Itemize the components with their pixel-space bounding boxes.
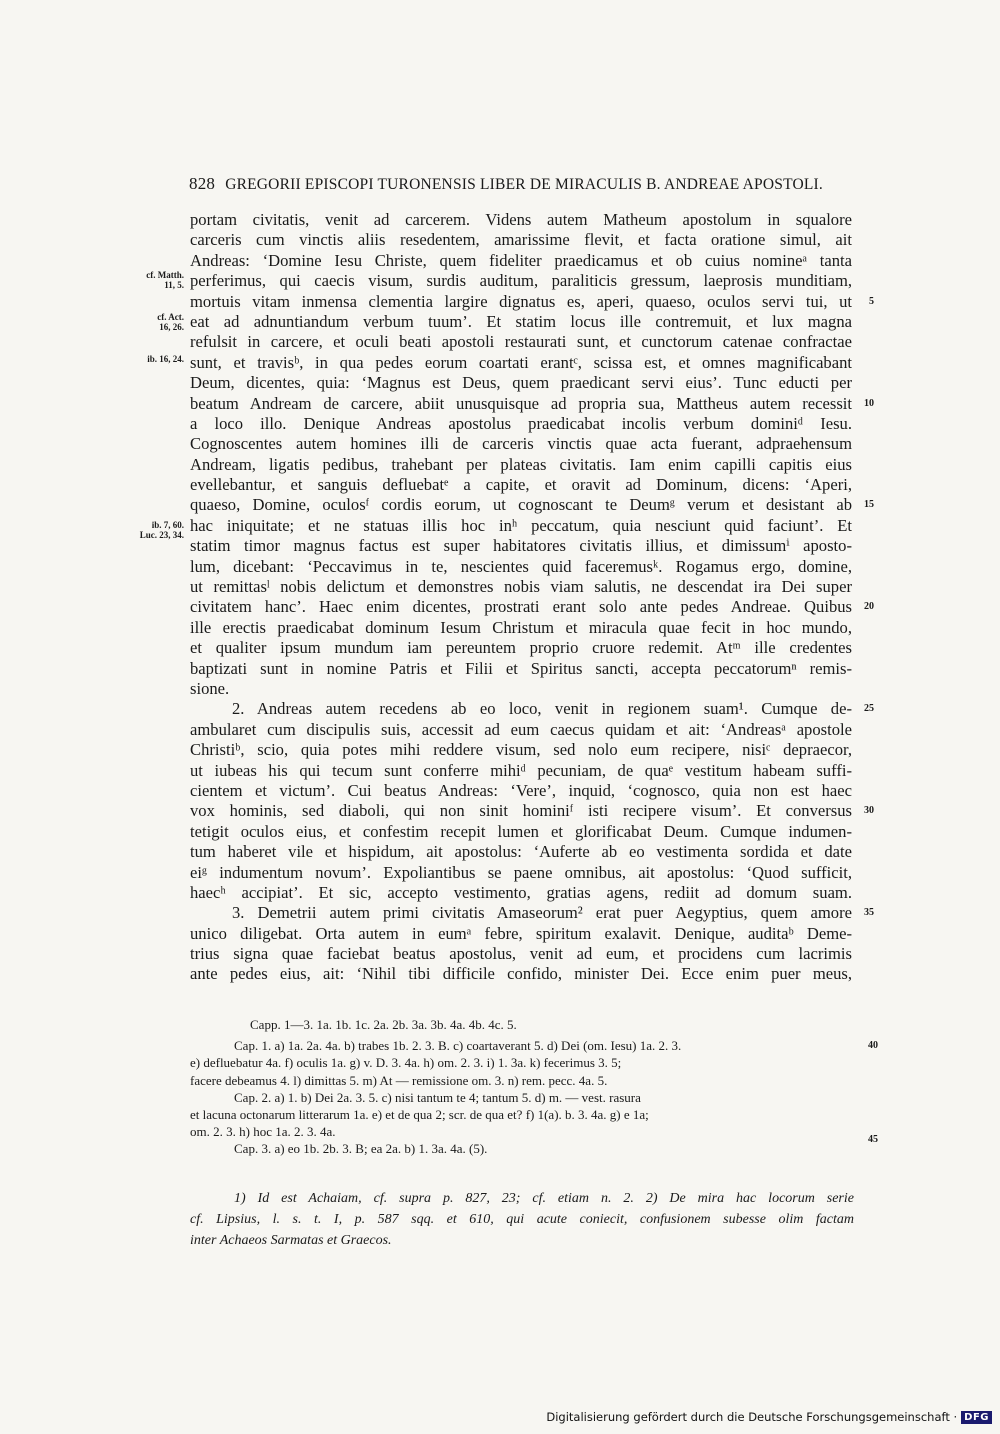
text-line-content: lum, dicebant: ‘Peccavimus in te, nescientes quid faceremusᵏ. Rogamus ergo, domine, — [190, 556, 852, 576]
text-line — [190, 944, 852, 964]
text-line — [190, 475, 852, 495]
text-line-content: hac iniquitate; et ne statuas illis hoc inʰ peccatum, quia nesciunt quid faciunt’. Et — [190, 515, 852, 535]
text-line-content: ille erectis praedicabat dominum Iesum Christum et miracula quae fecit in hoc mundo, — [190, 617, 852, 637]
text-line — [190, 863, 852, 883]
text-line — [190, 455, 852, 475]
text-line-content: cientem et victum’. Cui beatus Andreas: ‘Vere’, inquid, ‘cognosco, quia non est haec — [190, 780, 852, 800]
credit-text: Digitalisierung gefördert durch die Deutsche Forschungsgemeinschaft · — [546, 1410, 958, 1424]
running-title: GREGORII EPISCOPI TURONENSIS LIBER DE MIRACULIS B. ANDREAE APOSTOLI. — [225, 176, 823, 193]
line-number: 20 — [864, 601, 874, 613]
main-text — [190, 210, 874, 985]
text-line-content: Cognoscentes autem homines illi de carceris vinctis quae acta fuerant, adpraehensum — [190, 434, 852, 454]
apparatus-text: e) defluebatur 4a. f) oculis 1a. g) v. D. 3. 4a. h) om. 2. 3. i) 1. 3a. k) fecerimus 3. 5; — [190, 1055, 622, 1071]
text-line — [190, 842, 852, 862]
text-line — [190, 516, 852, 536]
text-line — [190, 699, 874, 719]
text-line — [190, 679, 852, 699]
text-line-content: carceris cum vinctis aliis resedentem, amarissime flevit, et facta oratione simul, ait — [190, 230, 852, 250]
margin-note: ib. 7, 60. Luc. 23, 34. — [139, 520, 184, 540]
apparatus-line: Cap. 2. a) 1. b) Dei 2a. 3. 5. c) nisi tantum te 4; tantum 5. d) m. — vest. rasura — [234, 1089, 641, 1105]
line-number: 40 — [868, 1040, 878, 1052]
running-header — [189, 174, 859, 194]
text-line — [190, 210, 852, 230]
apparatus-line: et lacuna octonarum litterarum 1a. e) et de qua 2; scr. de qua et? f) 1(a). b. 3. 4a. g) e 1a; — [190, 1106, 649, 1122]
apparatus-heading: Capp. 1—3. 1a. 1b. 1c. 2a. 2b. 3a. 3b. 4a. 4b. 4c. 5. — [250, 1017, 517, 1032]
text-line-content: Christiᵇ, scio, quia potes mihi reddere visum, sed nolo eum recipere, nisiᶜ depraecor, — [190, 740, 852, 760]
margin-note: cf. Act. 16, 26. — [157, 312, 184, 332]
page-number: 828 — [189, 174, 216, 193]
text-line — [190, 761, 852, 781]
text-line — [190, 557, 852, 577]
text-line — [190, 781, 852, 801]
text-line — [190, 353, 852, 373]
text-line — [190, 659, 852, 679]
text-line-content: et qualiter ipsum mundum iam pereuntem proprio cruore redemit. Atᵐ ille credentes — [190, 638, 852, 658]
text-line-content: mortuis vitam inmensa clementia largire dignatus es, aperi, quaeso, oculos servi tui, ut — [190, 291, 852, 311]
text-line — [190, 271, 852, 291]
text-line-content: sione. — [190, 678, 230, 698]
text-line-content: refulsit in carcere, et oculi beati apostoli restaurati sunt, et cunctorum catenae confractae — [190, 332, 852, 352]
digitization-credit — [546, 1410, 992, 1424]
text-line-content: tum haberet vile et hispidum, ait apostolus: ‘Auferte ab eo vestimenta sordida et date — [190, 842, 852, 862]
text-line-content: a loco illo. Denique Andreas apostolus praedicabat incolis verbum dominiᵈ Iesu. — [190, 413, 852, 433]
margin-note: ib. 16, 24. — [147, 354, 184, 364]
text-line — [190, 924, 852, 944]
text-line-content: beatum Andream de carcere, abiit unusquisque ad propria sua, Mattheus autem recessit — [190, 393, 852, 413]
text-line — [190, 638, 852, 658]
text-line — [190, 720, 852, 740]
text-line-content: quaeso, Domine, oculosᶠ cordis eorum, ut cognoscant te Deumᵍ verum et desistant ab — [190, 495, 852, 515]
text-line — [190, 434, 852, 454]
line-number: 15 — [864, 499, 874, 511]
text-line-content: sunt, et travisᵇ, in qua pedes eorum coartati erantᶜ, scissa est, et omnes magnificabant — [190, 352, 852, 372]
text-line-content: 3. Demetrii autem primi civitatis Amaseorum² erat puer Aegyptius, quem amore — [232, 903, 852, 923]
text-line-content: 2. Andreas autem recedens ab eo loco, venit in regionem suam¹. Cumque de- — [232, 699, 852, 719]
text-line-content: vox hominis, sed diaboli, qui non sinit hominiᶠ isti recipere visum’. Et conversus — [190, 801, 852, 821]
text-line — [190, 801, 874, 821]
text-line-content: eat ad adnuntiandum verbum tuum’. Et statim locus ille contremuit, et lux magna — [190, 311, 852, 331]
text-line-content: haecʰ accipiat’. Et sic, accepto vestimento, gratias agens, rediit ad domum suam. — [190, 882, 852, 902]
line-number: 35 — [864, 907, 874, 919]
text-line — [190, 618, 852, 638]
text-line-content: unico diligebat. Orta autem in eumᵃ febre, spiritum exalavit. Denique, auditaᵇ Deme- — [190, 923, 852, 943]
text-line-content: ambularet cum discipulis suis, accessit ad eum caecus quidam et ait: ‘Andreasᵃ apostole — [190, 719, 852, 739]
footnotes — [190, 1188, 854, 1251]
text-line-content: tetigit oculos eius, et confestim recepit lumen et glorificabat Deum. Cumque indumen- — [190, 821, 852, 841]
footnote-line: 1) Id est Achaiam, cf. supra p. 827, 23; cf. etiam n. 2. 2) De mira hac locorum serie — [234, 1191, 854, 1206]
text-line-content: Andream, ligatis pedibus, trahebant per plateas civitatis. Iam enim capilli capitis eius — [190, 454, 852, 474]
apparatus-line: facere debeamus 4. l) dimittas 5. m) At — remissione om. 3. n) rem. pecc. 4a. 5. — [190, 1072, 608, 1088]
line-number: 25 — [864, 703, 874, 715]
apparatus-text: om. 2. 3. h) hoc 1a. 2. 3. 4a. — [190, 1124, 336, 1140]
text-line — [190, 251, 852, 271]
text-line — [190, 312, 852, 332]
text-line-content: ut iubeas his qui tecum sunt conferre mihiᵈ pecuniam, de quaᵉ vestitum habeam suffi- — [190, 760, 852, 780]
text-line — [190, 230, 852, 250]
text-line — [190, 373, 852, 393]
text-line-content: Andreas: ‘Domine Iesu Christe, quem fideliter praedicamus et ob cuius nomineᵃ tanta — [190, 250, 852, 270]
text-line-content: portam civitatis, venit ad carcerem. Videns autem Matheum apostolum in squalore — [190, 210, 852, 229]
text-line — [190, 964, 852, 984]
text-line — [190, 597, 874, 617]
margin-note: cf. Matth. 11, 5. — [146, 270, 184, 290]
text-line — [190, 740, 852, 760]
line-number: 10 — [864, 397, 874, 409]
text-line — [190, 291, 874, 312]
text-line — [190, 883, 852, 903]
text-line-content: trius signa quae faciebat beatus apostolus, venit ad eum, et procidens cum lacrimis — [190, 944, 852, 964]
text-line-content: ut remittasˡ nobis delictum et demonstres nobis viam salutis, ne descendat ira Dei super — [190, 577, 852, 597]
text-line-content: civitatem hanc’. Haec enim dicentes, prostrati erant solo ante pedes Andreae. Quibus — [190, 597, 852, 617]
text-line — [190, 536, 852, 556]
apparatus-line: Cap. 1. a) 1a. 2a. 4a. b) trabes 1b. 2. 3. B. c) coartaverant 5. d) Dei (om. Iesu) 1a. 2. 3. — [234, 1038, 682, 1054]
text-line-content: statim timor magnus factus est super habitatores civitatis illius, et dimissumⁱ aposto- — [190, 536, 852, 556]
apparatus-line — [190, 1123, 878, 1146]
text-line-content: eiᵍ indumentum novum’. Expoliantibus se paene omnibus, ait apostolus: ‘Quod sufficit, — [190, 862, 852, 882]
text-line — [190, 903, 874, 923]
line-number: 5 — [869, 295, 874, 307]
dfg-logo: DFG — [961, 1411, 992, 1424]
text-line-content: ante pedes eius, ait: ‘Nihil tibi difficile confido, minister Dei. Ecce enim puer meus, — [190, 964, 852, 984]
text-line-content: baptizati sunt in nomine Patris et Filii et Spiritus sancti, accepta peccatorumⁿ remis- — [190, 658, 852, 678]
text-line — [190, 577, 852, 597]
text-line — [190, 414, 852, 434]
apparatus-line: Cap. 3. a) eo 1b. 2b. 3. B; ea 2a. b) 1. 3a. 4a. (5). — [234, 1141, 488, 1157]
line-number: 45 — [868, 1134, 878, 1146]
critical-apparatus — [190, 1016, 878, 1158]
footnote-line: inter Achaeos Sarmatas et Graecos. — [190, 1233, 392, 1248]
text-line-content: Deum, dicentes, quia: ‘Magnus est Deus, quem praedicant servi eius’. Tunc educti per — [190, 373, 852, 393]
text-line — [190, 332, 852, 352]
text-line — [190, 822, 852, 842]
text-line — [190, 393, 874, 414]
text-line — [190, 495, 874, 515]
text-line-content: perferimus, qui caecis visum, surdis auditum, paraliticis gressum, laeprosis munditiam, — [190, 271, 852, 291]
footnote-line: cf. Lipsius, l. s. t. I, p. 587 sqq. et 610, qui acute coniecit, confusionem subesse olim factam — [190, 1212, 854, 1227]
line-number: 30 — [864, 805, 874, 817]
text-line-content: evellebantur, et sanguis defluebatᵉ a capite, et oravit ad Dominum, dicens: ‘Aperi, — [190, 475, 852, 495]
